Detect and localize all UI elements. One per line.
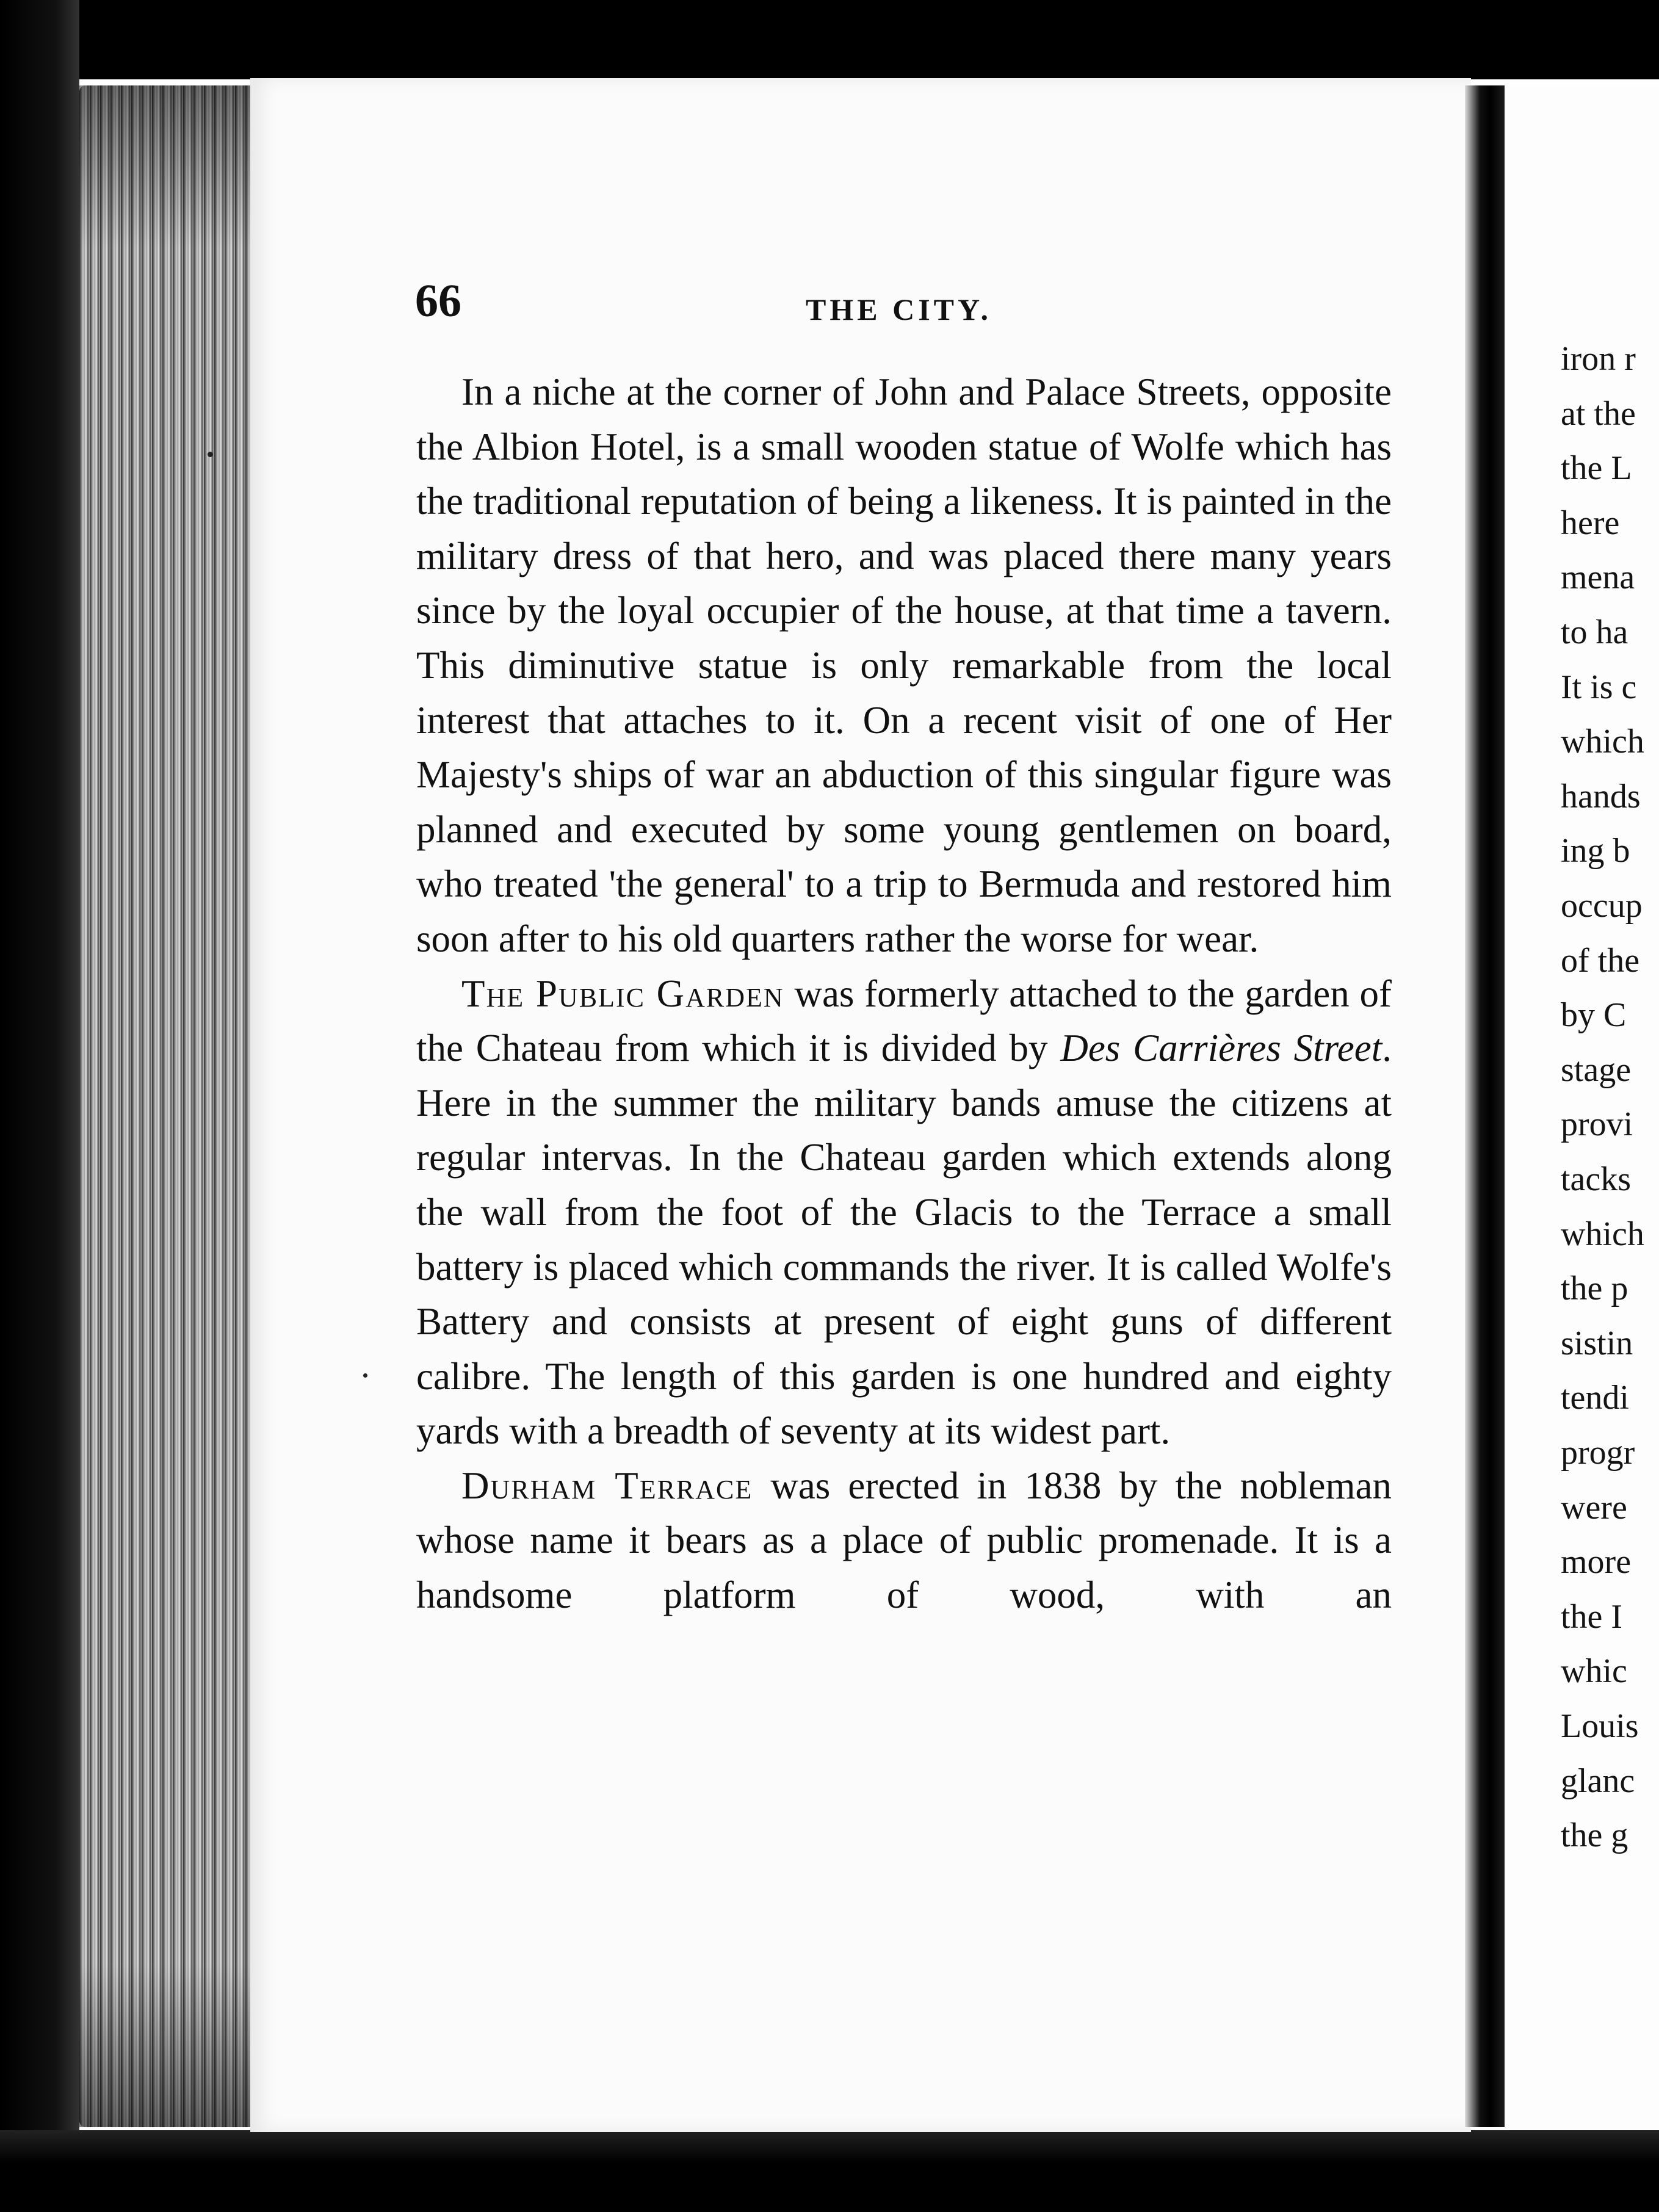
book-gutter [1465,85,1508,2127]
facing-page-line: ing b [1561,832,1630,870]
scan-background-bottom [0,2130,1659,2212]
scan-background-top [0,0,1659,79]
page-body-text [416,365,1392,1623]
margin-speck [363,1373,367,1378]
paragraph-text: In a niche at the corner of John and Palace Streets, opposite the Albion Hotel, is a small wooden statue of Wolfe which has the traditional reputation of being a likeness. It is painted in the military dress of that hero, and was placed there many years since by the loyal occupier of the house, at that time a tavern. This diminutive statue is only remarkable from the local interest that attaches to it. On a recent visit of one of Her Majesty's ships of war an abduction of this singular figure was planned and executed by some young gentlemen on board, who treated 'the general' to a trip to Bermuda and restored him soon after to his old quarters rather the worse for wear. [416,370,1392,960]
running-title: THE CITY. [806,292,992,327]
facing-page-line: sistin [1561,1324,1633,1362]
book-page-edges [79,85,253,2127]
paragraph-text: was formerly attached to the garden of the Chateau from which it is divided by [416,972,1392,1070]
paragraph-wolfe-statue [416,365,1392,967]
section-lead-durham-terrace: Durham Terrace [461,1464,753,1507]
paragraph-public-garden [416,967,1392,1459]
facing-page-line: tacks [1561,1160,1632,1198]
facing-page-line: more [1561,1543,1632,1581]
paragraph-durham-terrace [416,1459,1392,1623]
facing-page-line: the p [1561,1270,1628,1308]
facing-page-line: provi [1561,1105,1633,1144]
section-lead-public-garden: The Public Garden [461,972,784,1015]
facing-page-line: at the [1561,394,1636,433]
facing-page-line: Louis [1561,1707,1639,1745]
margin-speck [208,452,213,457]
right-facing-page [1505,85,1659,2130]
facing-page-line: which [1561,1215,1644,1253]
facing-page-line: the I [1561,1597,1623,1636]
page-number: 66 [415,275,461,327]
facing-page-line: here [1561,504,1620,542]
scan-background-left [0,0,79,2212]
facing-page-line: hands [1561,777,1641,815]
facing-page-line: It is c [1561,668,1637,706]
facing-page-line: of the [1561,941,1640,980]
facing-page-line: whic [1561,1652,1627,1691]
facing-page-line: glanc [1561,1762,1635,1800]
street-name: Des Carrières Street [1060,1027,1382,1070]
facing-page-line: by C [1561,996,1627,1035]
facing-page-line: occup [1561,887,1643,925]
facing-page-line: to ha [1561,613,1628,651]
facing-page-line: progr [1561,1434,1635,1472]
facing-page-line: the L [1561,449,1632,488]
facing-page-line: iron r [1561,340,1636,378]
facing-page-line: were [1561,1488,1627,1527]
paragraph-text: . Here in the summer the military bands amuse the citizens at regular intervas. In the Chateau garden which extends along the wall from the foot of the Glacis to the Terrace a small battery is placed which commands the river. It is called Wolfe's Battery and consists at present of eight guns of different calibre. The length of this garden is one hundred and eighty yards with a breadth of seventy at its widest part. [416,1027,1392,1453]
facing-page-line: tendi [1561,1379,1629,1417]
facing-page-line: the g [1561,1816,1628,1855]
paragraph-text: was erected in 1838 by the nobleman whose name it bears as a place of public promenade. It is a handsome platform of wood, with an [416,1464,1392,1617]
facing-page-line: mena [1561,558,1635,597]
facing-page-line: which [1561,723,1644,761]
facing-page-line: stage [1561,1050,1632,1089]
